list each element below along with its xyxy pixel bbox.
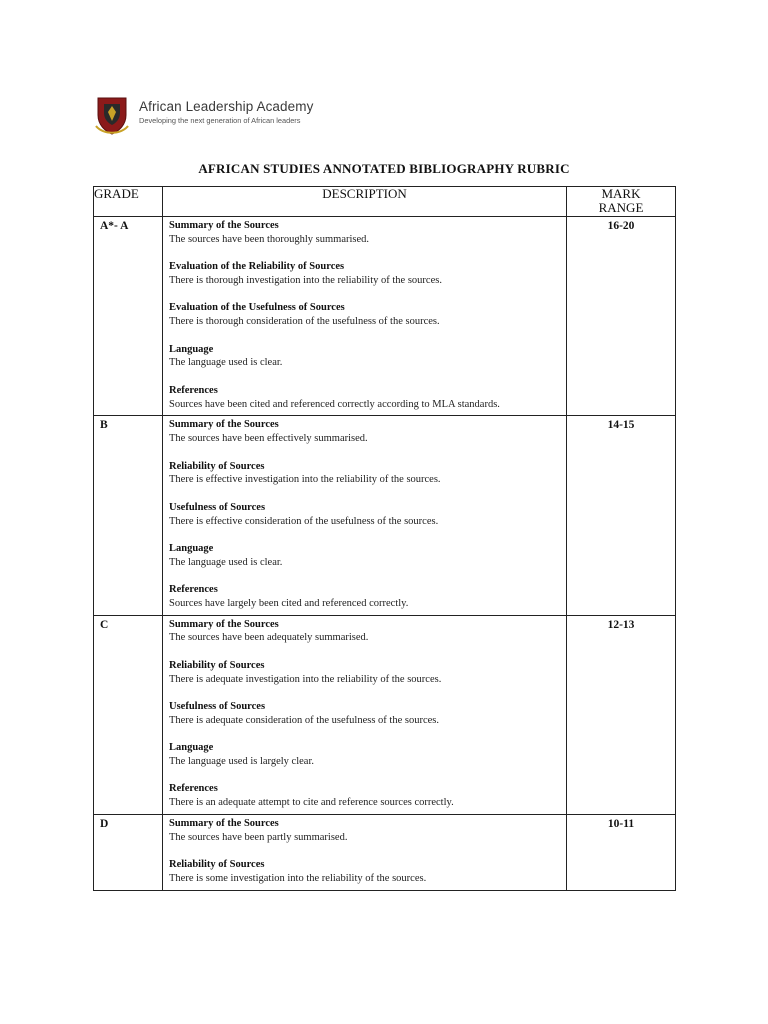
org-tagline: Developing the next generation of African leaders: [139, 116, 301, 125]
criterion: [169, 501, 560, 529]
rubric-body: [94, 217, 676, 891]
mark-range-column-header: [567, 187, 676, 217]
criterion-title: Language: [169, 343, 214, 355]
criterion-title: Language: [169, 742, 214, 754]
criterion-title: Reliability of Sources: [169, 859, 265, 871]
criterion-title: Reliability of Sources: [169, 659, 265, 671]
criterion-title: Summary of the Sources: [169, 419, 279, 431]
page-title: AFRICAN STUDIES ANNOTATED BIBLIOGRAPHY RUBRIC: [198, 161, 570, 176]
criterion-description: There is thorough investigation into the reliability of the sources.: [169, 274, 442, 286]
grade-column-header: GRADE: [94, 187, 163, 217]
criterion: [169, 817, 560, 845]
criterion-title: References: [169, 384, 218, 396]
criterion: [169, 260, 560, 288]
criterion-description: There is effective consideration of the usefulness of the sources.: [169, 515, 439, 527]
criterion: [169, 542, 560, 570]
academy-crest-icon: [95, 95, 129, 135]
document-header: [93, 93, 493, 139]
mark-header-line2: RANGE: [598, 200, 644, 215]
criterion: [169, 384, 560, 412]
brand-block: [139, 99, 313, 126]
criterion-title: Usefulness of Sources: [169, 701, 266, 713]
criterion-title: Summary of the Sources: [169, 618, 279, 630]
criterion: [169, 741, 560, 769]
table-row: [94, 615, 676, 814]
criterion: [169, 659, 560, 687]
grade-cell: A*- A: [94, 217, 163, 416]
criterion-title: Evaluation of the Reliability of Sources: [169, 261, 345, 273]
table-row: [94, 815, 676, 891]
criterion-description: The sources have been adequately summarised.: [169, 632, 369, 644]
description-cell: [163, 217, 567, 416]
grade-cell: B: [94, 416, 163, 615]
criterion-title: Summary of the Sources: [169, 220, 279, 231]
criterion: [169, 460, 560, 488]
mark-range-cell: 10-11: [567, 815, 676, 891]
criterion: [169, 418, 560, 446]
criterion-description: The language used is clear.: [169, 357, 283, 369]
rubric-table: [93, 186, 676, 891]
description-cell: [163, 815, 567, 891]
mark-range-cell: 14-15: [567, 416, 676, 615]
criterion-description: There is an adequate attempt to cite and reference sources correctly.: [169, 797, 454, 809]
description-cell: [163, 615, 567, 814]
criterion-title: Language: [169, 542, 214, 554]
criterion-description: There is effective investigation into the reliability of the sources.: [169, 474, 441, 486]
criterion: [169, 858, 560, 886]
criterion-description: The language used is clear.: [169, 556, 283, 568]
criterion-title: References: [169, 783, 218, 795]
table-row: [94, 416, 676, 615]
criterion: [169, 618, 560, 646]
criterion: [169, 583, 560, 611]
criterion-description: There is adequate investigation into the reliability of the sources.: [169, 673, 442, 685]
criterion-title: Evaluation of the Usefulness of Sources: [169, 302, 345, 314]
org-name: African Leadership Academy: [139, 99, 314, 114]
criterion: [169, 700, 560, 728]
criterion-title: Reliability of Sources: [169, 460, 265, 472]
description-column-header: DESCRIPTION: [163, 187, 567, 217]
criterion: [169, 782, 560, 810]
criterion-description: Sources have largely been cited and referenced correctly.: [169, 597, 409, 609]
mark-range-cell: 12-13: [567, 615, 676, 814]
criterion-description: The sources have been effectively summarised.: [169, 433, 368, 445]
criterion-title: Usefulness of Sources: [169, 501, 266, 513]
description-cell: [163, 416, 567, 615]
criterion-title: References: [169, 584, 218, 596]
mark-range-cell: 16-20: [567, 217, 676, 416]
criterion-description: The language used is largely clear.: [169, 756, 315, 768]
grade-cell: C: [94, 615, 163, 814]
criterion-description: There is some investigation into the reliability of the sources.: [169, 873, 427, 885]
criterion: [169, 219, 560, 247]
criterion-description: The sources have been partly summarised.: [169, 831, 348, 843]
table-row: [94, 217, 676, 416]
criterion: [169, 343, 560, 371]
criterion: [169, 301, 560, 329]
criterion-title: Summary of the Sources: [169, 818, 279, 830]
grade-cell: D: [94, 815, 163, 891]
criterion-description: There is adequate consideration of the usefulness of the sources.: [169, 714, 439, 726]
mark-header-line1: MARK: [601, 186, 641, 201]
table-header-row: [94, 187, 676, 217]
criterion-description: The sources have been thoroughly summarised.: [169, 233, 370, 245]
criterion-description: There is thorough consideration of the usefulness of the sources.: [169, 316, 440, 328]
criterion-description: Sources have been cited and referenced correctly according to MLA standards.: [169, 398, 500, 410]
